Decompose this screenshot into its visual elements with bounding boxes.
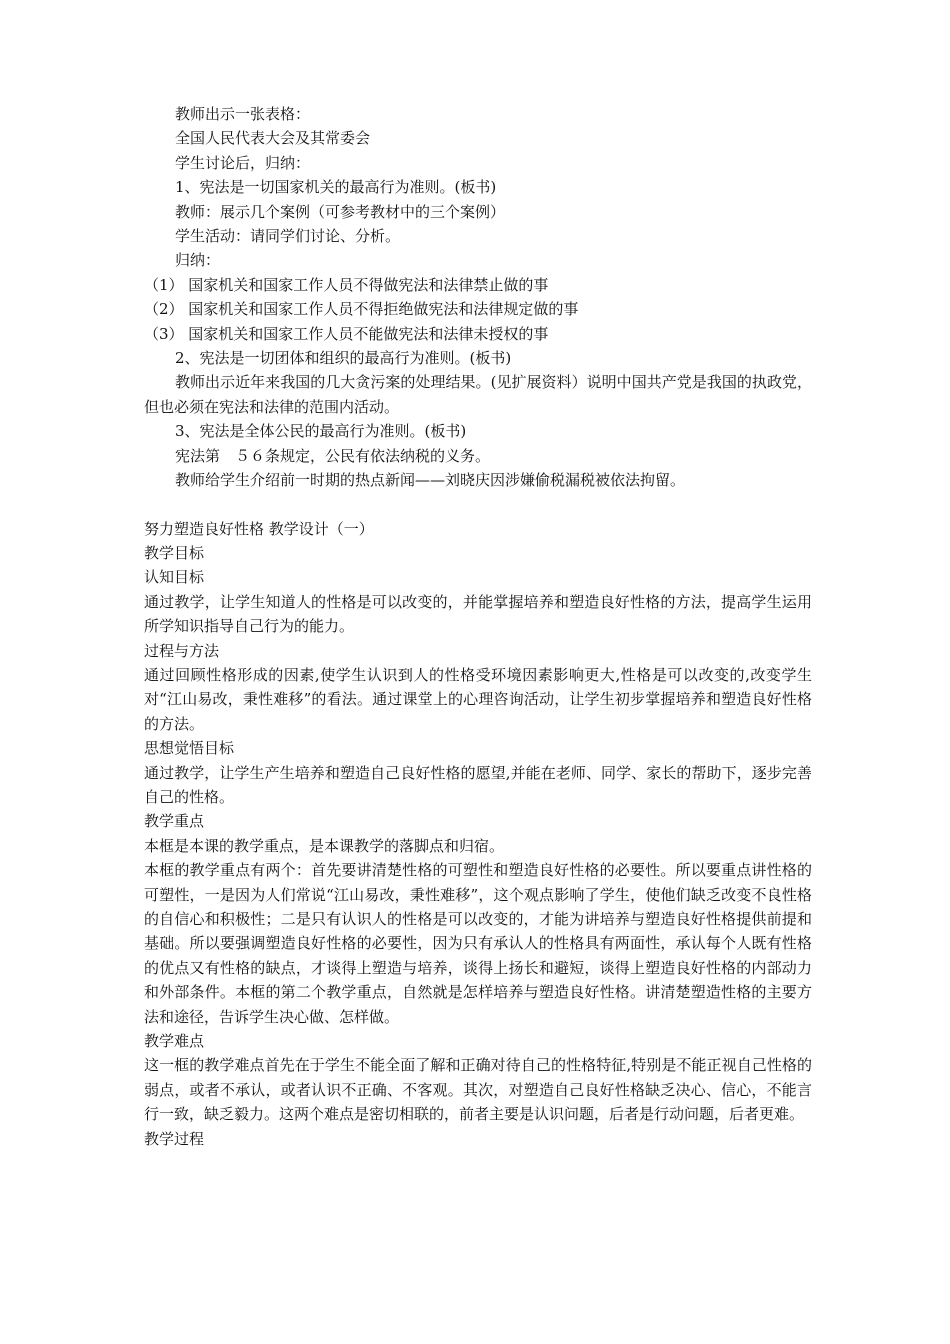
line-cases: 教师：展示几个案例（可参考教材中的三个案例） — [175, 202, 506, 221]
paragraph-difficulty: 这一框的教学难点首先在于学生不能全面了解和正确对待自己的性格特征,特别是不能正视自己性格的弱点，或者不承认，或者认识不正确、不客观。其次，对塑造自己良好性格缺乏决心、信心，不能言行一致，缺乏毅力。这两个难点是密切相联的，前者主要是认识问题，后者是行动问题，后者更难。 — [144, 1056, 812, 1124]
point-2: 2、宪法是一切团体和组织的最高行为准则。(板书) — [175, 349, 512, 368]
heading-goals: 教学目标 — [144, 543, 205, 562]
heading-difficulty: 教学难点 — [144, 1032, 205, 1051]
line-npc: 全国人民代表大会及其常委会 — [175, 129, 371, 148]
paragraph-key-1: 本框是本课的教学重点，是本课教学的落脚点和归宿。 — [144, 836, 505, 855]
list-item: （3） 国家机关和国家工作人员不能做宪法和法律未授权的事 — [144, 324, 549, 343]
paragraph-cognitive: 通过教学，让学生知道人的性格是可以改变的，并能掌握培养和塑造良好性格的方法，提高学生运用所学知识指导自己行为的能力。 — [144, 592, 812, 636]
line-summary: 归纳： — [175, 251, 221, 270]
line-article56: 宪法第 ５６条规定，公民有依法纳税的义务。 — [175, 446, 491, 465]
line-activity: 学生活动：请同学们讨论、分析。 — [175, 227, 401, 246]
heading-cognitive: 认知目标 — [144, 568, 205, 587]
paragraph-awareness: 通过教学，让学生产生培养和塑造自己良好性格的愿望,并能在老师、同学、家长的帮助下，逐步完善自己的性格。 — [144, 763, 812, 806]
paragraph-key-2: 本框的教学重点有两个：首先要讲清楚性格的可塑性和塑造良好性格的必要性。所以要重点讲性格的可塑性，一是因为人们常说“江山易改，秉性难移”，这个观点影响了学生，使他们缺乏改变不良性格的自信心和积极性；二是只有认识人的性格是可以改变的，才能为讲培养与塑造良好性格提供前提和基础。所以要强调塑造良好性格的必要性，因为只有承认人的性格具有两面性，承认每个人既有性格的优点又有性格的缺点，才谈得上塑造与培养，谈得上扬长和避短，谈得上塑造良好性格的内部动力和外部条件。本框的第二个教学重点，自然就是怎样培养与塑造良好性格。讲清楚塑造性格的主要方法和途径，告诉学生决心做、怎样做。 — [144, 861, 812, 1026]
point-3: 3、宪法是全体公民的最高行为准则。(板书) — [175, 422, 467, 441]
section-title: 努力塑造良好性格 教学设计（一） — [144, 519, 374, 538]
line-news: 教师给学生介绍前一时期的热点新闻——刘晓庆因涉嫌偷税漏税被依法拘留。 — [175, 471, 686, 490]
paragraph-cpc: 教师出示近年来我国的几大贪污案的处理结果。(见扩展资料）说明中国共产党是我国的执政党，但也必须在宪法和法律的范围内活动。 — [144, 373, 812, 416]
section-gap — [144, 493, 812, 517]
heading-process: 过程与方法 — [144, 641, 220, 660]
heading-awareness: 思想觉悟目标 — [144, 739, 235, 758]
list-item: （2） 国家机关和国家工作人员不得拒绝做宪法和法律规定做的事 — [144, 300, 579, 319]
paragraph-process: 通过回顾性格形成的因素,使学生认识到人的性格受环境因素影响更大,性格是可以改变的,改变学生对“江山易改，秉性难移”的看法。通过课堂上的心理咨询活动，让学生初步掌握培养和塑造良好性格的方法。 — [144, 665, 812, 733]
line-teacher-table: 教师出示一张表格： — [175, 105, 311, 123]
heading-procedure: 教学过程 — [144, 1129, 205, 1148]
list-item: （1） 国家机关和国家工作人员不得做宪法和法律禁止做的事 — [144, 275, 549, 294]
heading-key: 教学重点 — [144, 812, 205, 831]
document-page — [144, 102, 812, 1151]
point-1: 1、宪法是一切国家机关的最高行为准则。(板书) — [175, 178, 497, 197]
line-discussion: 学生讨论后，归纳： — [175, 153, 311, 172]
